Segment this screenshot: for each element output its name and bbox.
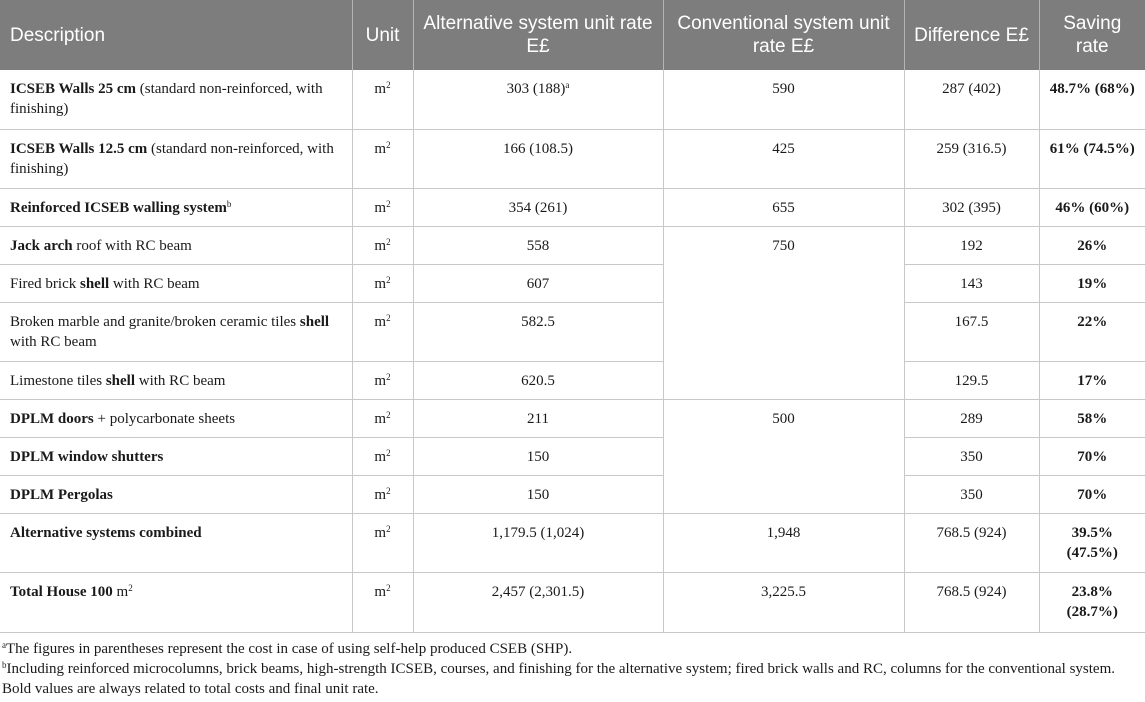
row-difference: 287 (402) xyxy=(904,70,1039,129)
row-description: DPLM window shutters xyxy=(0,437,352,475)
row-description: DPLM doors + polycarbonate sheets xyxy=(0,399,352,437)
table-row xyxy=(0,188,1145,226)
row-difference: 768.5 (924) xyxy=(904,513,1039,572)
row-conventional-rate: 3,225.5 xyxy=(663,572,904,632)
row-description: Fired brick shell with RC beam xyxy=(0,264,352,302)
row-description: Limestone tiles shell with RC beam xyxy=(0,361,352,399)
row-saving-rate: 61% (74.5%) xyxy=(1039,129,1145,188)
row-alternative-rate: 558 xyxy=(413,226,663,264)
table-row xyxy=(0,129,1145,188)
footnote-b: $^b$Including reinforced microcolumns, brick beams, high-strength ICSEB, courses, and finishing for the alternative system; fired brick walls and RC, columns for the conventional system. xyxy=(2,659,1115,677)
table-row xyxy=(0,572,1145,632)
row-difference: 143 xyxy=(904,264,1039,302)
row-alternative-rate: 607 xyxy=(413,264,663,302)
row-unit: $m^2$ xyxy=(352,437,413,475)
table-header-row xyxy=(0,0,1145,70)
row-saving-rate: 19% xyxy=(1039,264,1145,302)
header-difference: Difference E£ xyxy=(904,0,1039,70)
row-conventional-rate: 750 xyxy=(663,226,904,399)
row-alternative-rate: 166 (108.5) xyxy=(413,129,663,188)
table-row xyxy=(0,70,1145,129)
row-difference: 289 xyxy=(904,399,1039,437)
row-conventional-rate: 655 xyxy=(663,188,904,226)
row-description: Jack arch roof with RC beam xyxy=(0,226,352,264)
header-saving-rate: Saving rate xyxy=(1039,0,1145,70)
row-alternative-rate: 620.5 xyxy=(413,361,663,399)
row-unit: $m^2$ xyxy=(352,226,413,264)
table-row xyxy=(0,264,1145,302)
row-unit: $m^2$ xyxy=(352,513,413,572)
table-row xyxy=(0,361,1145,399)
row-description: DPLM Pergolas xyxy=(0,475,352,513)
row-description: Total House 100 $m^2$ xyxy=(0,572,352,632)
row-alternative-rate: 2,457 (2,301.5) xyxy=(413,572,663,632)
row-saving-rate: 70% xyxy=(1039,437,1145,475)
row-saving-rate: 22% xyxy=(1039,302,1145,361)
row-unit: $m^2$ xyxy=(352,399,413,437)
row-alternative-rate: 211 xyxy=(413,399,663,437)
row-unit: $m^2$ xyxy=(352,302,413,361)
row-difference: 167.5 xyxy=(904,302,1039,361)
row-alternative-rate: 150 xyxy=(413,437,663,475)
row-saving-rate: 23.8% (28.7%) xyxy=(1039,572,1145,632)
row-alternative-rate: 354 (261) xyxy=(413,188,663,226)
row-conventional-rate: 1,948 xyxy=(663,513,904,572)
row-unit: $m^2$ xyxy=(352,129,413,188)
table-row xyxy=(0,475,1145,513)
table-row xyxy=(0,399,1145,437)
row-saving-rate: 17% xyxy=(1039,361,1145,399)
header-conventional-rate: Conventional system unit rate E£ xyxy=(663,0,904,70)
table-row xyxy=(0,437,1145,475)
row-unit: $m^2$ xyxy=(352,572,413,632)
row-unit: $m^2$ xyxy=(352,188,413,226)
header-unit: Unit xyxy=(352,0,413,70)
row-description: Broken marble and granite/broken ceramic tiles shell with RC beam xyxy=(0,302,352,361)
header-description: Description xyxy=(0,0,352,70)
row-saving-rate: 48.7% (68%) xyxy=(1039,70,1145,129)
row-alternative-rate: 582.5 xyxy=(413,302,663,361)
row-description: Reinforced ICSEB walling system$^b$ xyxy=(0,188,352,226)
row-difference: 192 xyxy=(904,226,1039,264)
row-saving-rate: 58% xyxy=(1039,399,1145,437)
row-unit: $m^2$ xyxy=(352,264,413,302)
row-description: Alternative systems combined xyxy=(0,513,352,572)
table-row xyxy=(0,513,1145,572)
row-description: ICSEB Walls 12.5 cm (standard non-reinforced, with finishing) xyxy=(0,129,352,188)
row-unit: $m^2$ xyxy=(352,475,413,513)
row-unit: $m^2$ xyxy=(352,70,413,129)
row-saving-rate: 39.5% (47.5%) xyxy=(1039,513,1145,572)
row-conventional-rate: 500 xyxy=(663,399,904,513)
row-difference: 350 xyxy=(904,475,1039,513)
row-difference: 768.5 (924) xyxy=(904,572,1039,632)
row-saving-rate: 26% xyxy=(1039,226,1145,264)
row-difference: 259 (316.5) xyxy=(904,129,1039,188)
row-alternative-rate: 303 $(188)^a$ xyxy=(413,70,663,129)
table-footnotes xyxy=(0,639,1145,699)
header-alternative-rate: Alternative system unit rate E£ xyxy=(413,0,663,70)
footnote-note: Bold values are always related to total costs and final unit rate. xyxy=(2,680,379,697)
row-conventional-rate: 590 xyxy=(663,70,904,129)
table-row xyxy=(0,226,1145,264)
row-description: ICSEB Walls 25 cm (standard non-reinforced, with finishing) xyxy=(0,70,352,129)
footnote-a: $^a$The figures in parentheses represent the cost in case of using self-help produced CSEB (SHP). xyxy=(2,639,573,657)
row-difference: 350 xyxy=(904,437,1039,475)
row-unit: $m^2$ xyxy=(352,361,413,399)
row-alternative-rate: 1,179.5 (1,024) xyxy=(413,513,663,572)
table-row xyxy=(0,302,1145,361)
row-alternative-rate: 150 xyxy=(413,475,663,513)
row-saving-rate: 46% (60%) xyxy=(1039,188,1145,226)
row-saving-rate: 70% xyxy=(1039,475,1145,513)
row-conventional-rate: 425 xyxy=(663,129,904,188)
row-difference: 302 (395) xyxy=(904,188,1039,226)
row-difference: 129.5 xyxy=(904,361,1039,399)
